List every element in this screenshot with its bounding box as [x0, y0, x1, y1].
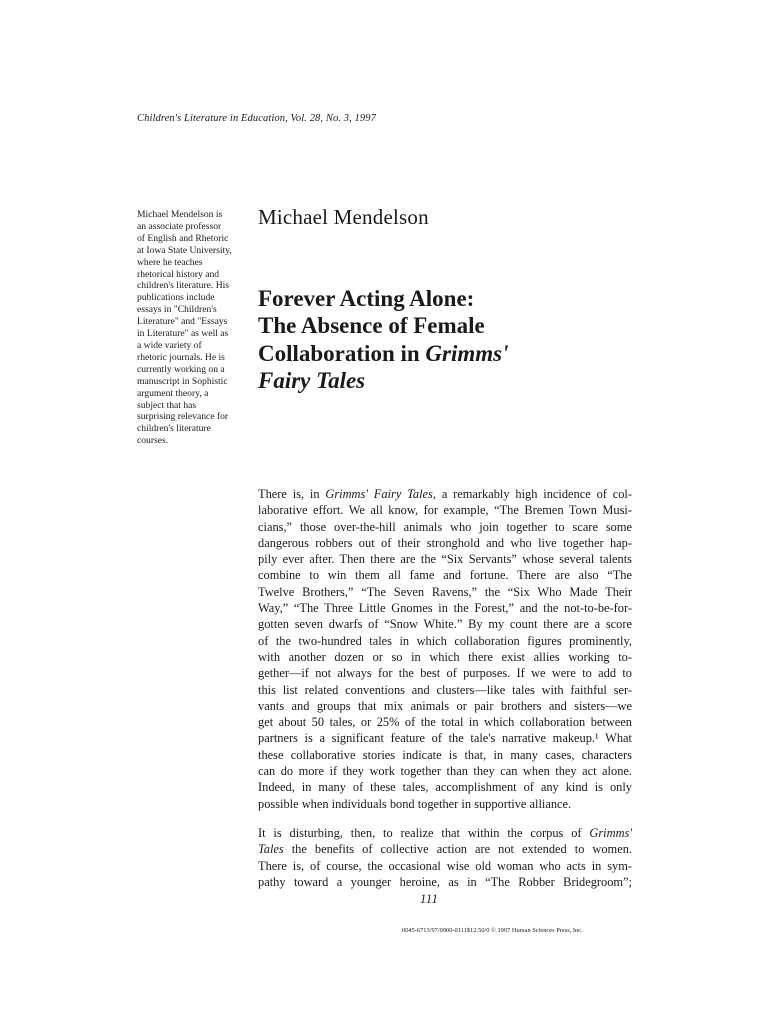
body-line: pathy toward a younger heroine, as in “The Robber Bridegroom”;: [258, 874, 632, 889]
body-line: Indeed, in many of these tales, accomplishment of any kind is only: [258, 780, 632, 795]
bio-line: essays in "Children's: [137, 304, 217, 316]
paragraph-2: [258, 825, 632, 890]
bio-line: courses.: [137, 435, 169, 447]
body-line: combine to win them all fame and fortune. There are also “The: [258, 568, 632, 583]
journal-header: Children's Literature in Education, Vol. 28, No. 3, 1997: [137, 113, 376, 124]
bio-line: rhetoric journals. He is: [137, 351, 225, 363]
bio-line: surprising relevance for: [137, 411, 229, 423]
title-line-3-plain: Collaboration in: [258, 340, 426, 366]
bio-line: children's literature. His: [137, 280, 230, 292]
body-line: cians,” those over-the-hill animals who join together to scare some: [258, 519, 632, 534]
body-line: gotten seven dwarfs of “Snow White.” By my count there are a score: [258, 617, 632, 632]
body-line: possible when individuals bond together in supportive alliance.: [258, 796, 572, 811]
body-line: [258, 825, 632, 841]
author-bio: [137, 209, 259, 447]
title-line-3: [258, 340, 509, 367]
body-line: pily ever after. Then there are the “Six Servants” whose several talents: [258, 552, 632, 567]
body-line: of the two-hundred tales in which collaboration figures prominently,: [258, 633, 632, 648]
body-line: laborative effort. We all know, for example, “The Bremen Town Musi-: [258, 503, 632, 518]
body-line: vants and groups that mix animals or pair brothers and sisters—we: [258, 698, 632, 713]
book-title-italic: Grimms': [589, 825, 632, 840]
bio-line: publications include: [137, 292, 215, 304]
bio-line: subject that has: [137, 399, 197, 411]
bio-line: a wide variety of: [137, 339, 202, 351]
bio-line: manuscript in Sophistic: [137, 375, 228, 387]
body-line: Twelve Brothers,” “The Seven Ravens,” the “Six Who Made Their: [258, 584, 632, 599]
body-text-run: a remarkably high incidence of col-: [435, 487, 632, 501]
body-line: with another dozen or so in which there exist allies working to-: [258, 649, 632, 664]
body-line: There is, of course, the occasional wise old woman who acts in sym-: [258, 858, 632, 873]
bio-line: argument theory, a: [137, 387, 209, 399]
article-body: [258, 486, 632, 890]
author-name: Michael Mendelson: [258, 205, 429, 229]
title-line-4: [258, 367, 509, 394]
body-text-run: the benefits of collective action are not extended to women.: [283, 842, 632, 857]
title-line-2: The Absence of Female: [258, 313, 485, 339]
body-line: dangerous robbers out of their stronghold and who live together hap-: [258, 535, 632, 550]
body-line: these collaborative stories indicate is that, in many cases, characters: [258, 747, 632, 762]
bio-line: rhetorical history and: [137, 268, 220, 280]
body-line: [258, 841, 632, 857]
title-line-3-italic: Grimms': [425, 340, 509, 366]
bio-line: of English and Rhetoric: [137, 232, 229, 244]
body-text-run: It is disturbing, then, to realize that within the corpus of: [258, 825, 590, 840]
body-line: get about 50 tales, or 25% of the total in which collaboration between: [258, 715, 632, 730]
paragraph-gap: [258, 812, 632, 825]
book-title-italic: Tales: [258, 842, 284, 857]
paragraph-1: [258, 486, 632, 812]
bio-line: Michael Mendelson is: [137, 209, 223, 220]
bio-line: where he teaches: [137, 256, 203, 268]
bio-line: currently working on a: [137, 363, 225, 375]
body-line: gether—if not always for the best of purposes. If we were to add to: [258, 666, 632, 681]
title-line-4-italic: Fairy Tales: [258, 367, 366, 393]
article-title: [258, 285, 509, 394]
body-line: can do more if they work together than they can when they act alone.: [258, 764, 632, 779]
bio-line: Literature" and "Essays: [137, 316, 228, 328]
title-line-1: Forever Acting Alone:: [258, 286, 475, 311]
bio-line: children's literature: [137, 423, 211, 435]
book-title-italic: Grimms' Fairy Tales,: [325, 487, 436, 501]
copyright-line: 0045-6713/97/0900-0111$12.50/0 © 1997 Human Sciences Press, Inc.: [402, 927, 583, 934]
bio-line: at Iowa State University,: [137, 244, 232, 256]
body-line: Way,” “The Three Little Gnomes in the Forest,” and the not-to-be-for-: [258, 601, 632, 616]
bio-line: an associate professor: [137, 220, 222, 232]
body-text-run: There is, in: [258, 487, 326, 501]
bio-line: in Literature" as well as: [137, 328, 229, 340]
body-line: [258, 486, 632, 502]
body-line: partners is a significant feature of the tale's narrative makeup.¹ What: [258, 731, 632, 746]
body-line: this list related conventions and clusters—like tales with faithful ser-: [258, 682, 632, 697]
page-number: 111: [420, 892, 439, 906]
